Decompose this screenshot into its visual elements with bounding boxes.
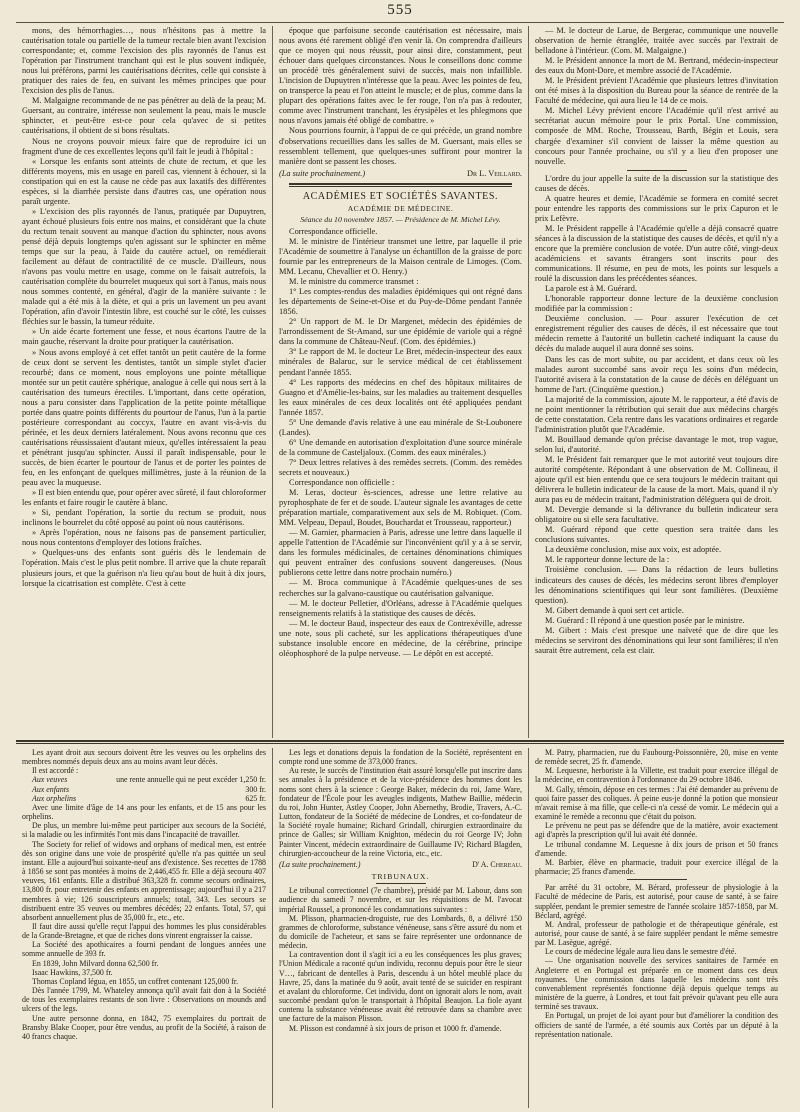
paragraph: Le tribunal condamne M. Lequesne à dix jours de prison et 50 francs d'amende.	[535, 839, 778, 858]
paragraph: 1° Les comptes-rendus des maladies épidémiques qui ont régné dans les départements de Seine-et-Oise et du Puy-de-Dôme pendant l'année 1856.	[279, 287, 522, 317]
continued-note: (La suite prochainement.)	[279, 859, 361, 869]
paragraph: M. Gibert demande à quoi sert cet article.	[545, 605, 684, 615]
allowance-row	[22, 775, 266, 784]
paragraph: » Il est bien entendu que, pour opérer avec sûreté, il faut chloroformer les enfants et faire rougir le cautère à blanc.	[22, 488, 266, 508]
tribunaux-title: TRIBUNAUX.	[371, 872, 430, 882]
paragraph: M. Plisson, pharmacien-droguiste, rue des Lombards, 8, a délivré 150 grammes de chloroforme, substance vénéneuse, sans s'être assuré du nom et du domicile de l'acheteur, et sans se faire représenter une ordonnance de médecin.	[279, 913, 522, 951]
title-rule	[376, 883, 426, 884]
allowance-label: Aux enfants	[32, 784, 70, 794]
paragraph: M. Gally, témoin, dépose en ces termes : J'ai été demander au prévenu de quoi faire passer des coliques. À peine eus-je donné la potion que monsieur m'avait remise à ma fille, que celle-ci n'a cessé de vomir. Le médecin qui a examiné le remède a reconnu que c'était du poison.	[535, 784, 778, 822]
paragraph: M. Barbier, élève en pharmacie, traduit pour exercice illégal de la pharmacie; 25 francs d'amende.	[535, 857, 778, 877]
paragraph: La deuxième conclusion, mise aux voix, est adoptée.	[545, 545, 722, 555]
author-signature: D' A. Chereau.	[472, 859, 522, 869]
paragraph: » Un aide écarte fortement une fesse, et nous écartons l'autre de la main gauche, réservant la droite pour pratiquer la cautérisation.	[22, 327, 266, 347]
paragraph: Correspondance officielle.	[289, 226, 378, 236]
section-divider	[16, 740, 784, 744]
paragraph: » Quelques-uns des enfants sont guéris dès le lendemain de l'opération. Mais c'est le plus petit nombre. Il arrive que la chute reparaît plusieurs jours, et que la guérison n'a lieu qu'au bout de huit à dix jours, lorsque la cicatrisation est complète. C'est à cette	[22, 548, 266, 588]
allowance-table	[22, 775, 266, 802]
paragraph: Correspondance non officielle :	[289, 478, 395, 488]
column-2	[272, 26, 528, 738]
paragraph: 7° Deux lettres relatives à des remèdes secrets. (Comm. des remèdes secrets et nouveaux.)	[279, 457, 522, 477]
lower-column-3	[528, 748, 784, 1108]
paragraph: Les legs et donations depuis la fondation de la Société, représentent en compte rond une somme de 373,000 francs.	[279, 748, 522, 767]
continued-note: (La suite prochainement.)	[279, 168, 366, 178]
paragraph: — Une organisation nouvelle des services sanitaires de l'armée en Angleterre et en Portugal est préparée en ce moment dans ces deux royaumes. Une commission dans laquelle les médecins sont très convenablement représentés fonctionne déjà depuis quelque temps au ministère de la guerre, à Londres, et tout fait prévoir qu'avant peu elle aura terminé ses travaux.	[535, 956, 778, 1012]
allowance-label: Aux orphelins	[32, 793, 77, 803]
lower-column-1	[16, 748, 272, 1108]
paragraph: Thomas Copland légua, en 1855, un coffret contenant 125,000 fr.	[32, 976, 239, 986]
separator-rule	[627, 879, 687, 880]
paragraph: M. le Président fait remarquer que le mot autorité veut toujours dire autorité compétente. Répondant à une observation de M. Collineau, il ajoute qu'il est bien entendu que ce sera toujours le médecin traitant qui délivrera le bulletin indicateur de la cause de la mort. Mais, quand il n'y aura pas eu de médecin traitant, l'administration déléguera qui de droit.	[535, 454, 778, 505]
lower-section	[16, 748, 784, 1108]
paragraph: — M. Broca communique à l'Académie quelques-unes de ses recherches sur la galvano-caustique ou cautérisation galvanique.	[279, 578, 522, 598]
paragraph: La contravention dont il s'agit ici a eu les conséquences les plus graves; l'Union Médicale a raconté qu'un individu, reconnu depuis pour être le sieur V…, fabricant de dentelles à Paris, descendu à un hôtel meublé place du Havre, 25, dans la matinée du 9 août, avait tenté de se suicider en respirant et avalant du chloroforme. Cet individu, dont on ignorait alors le nom, avait succombé pendant qu'on le transportait à l'hôpital Beaujon. La fiole ayant contenu la substance vénéneuse avait été retrouvée dans sa chambre avec une facture de la maison Plisson.	[279, 950, 522, 1024]
paragraph: Troisième conclusion. — Dans la rédaction de leurs bulletins indicateurs des causes de décès, les médecins seront libres d'employer les dénominations scientifiques qui leur sont familières. (Deuxième question).	[535, 565, 778, 605]
paragraph: M. Michel Lévy prévient encore l'Académie qu'il n'est arrivé au secrétariat aucun mémoire pour le prix Portal. Une commission, composée de MM. Roche, Trousseau, Barth, Bégin et Louis, sera chargée d'examiner s'il convient de laisser la même question au concours pour l'année prochaine, ou s'il y a lieu d'en proposer une nouvelle.	[535, 106, 778, 166]
paragraph: M. Plisson est condamné à six jours de prison et 1000 fr. d'amende.	[289, 1023, 502, 1033]
allowance-value: 300 fr.	[245, 784, 266, 794]
paragraph: Deuxième conclusion. — Pour assurer l'exécution de cet enregistrement régulier des causes de décès, il est nécessaire que tout médecin remette à l'autorité un bulletin cacheté indiquant la cause du décès du malade auquel il aura donné ses soins.	[535, 314, 778, 354]
paragraph: « Lorsque les enfants sont atteints de chute de rectum, et que les différents moyens, mis en usage en pareil cas, viennent à échouer, si la constipation qui en est la cause ne cède pas aux laxatifs des différentes espèces, si la diarrhée persiste dans d'autres cas, une opération nous paraît urgente.	[22, 156, 266, 206]
seance-line: Séance du 10 novembre 1857. — Présidence de M. Michel Lévy.	[300, 214, 501, 224]
paragraph: époque que parfoisune seconde cautérisation est nécessaire, mais nous avons été rarement obligé d'en venir là. On comprendra d'ailleurs que ce moyen qui nous réussit, pour ainsi dire, constamment, peut échouer dans quelques circonstances. Nous le conseillons donc comme un procédé très généralement suivi de succès, mais non infaillible. L'incision de Dupuytren n'intéresse que la peau. Avec les pointes de feu, on transperce la peau et l'on atteint le muscle; et de plus, comme dans la plupart des opérations faites avec le fer rouge, l'on n'a pas à redouter, comme avec l'instrument tranchant, les érysipèles et les phlegmons que nous n'avons jamais été obligé de combattre. »	[279, 26, 522, 126]
allowance-row	[22, 794, 266, 803]
paragraph: M. Lequesne, herboriste à la Villette, est traduit pour exercice illégal de la médecine, en contravention à l'ordonnance du 29 octobre 1846.	[535, 766, 778, 785]
allowance-value: une rente annuelle qui ne peut excéder 1,250 fr.	[116, 775, 266, 785]
paragraph: mons, des hémorrhagies…, nous n'hésitons pas à mettre la cautérisation totale ou partielle de la tumeur rectale bien avant l'excision correspondante; et, comme l'excision des plis rayonnés de l'anus est l'opération par l'instrument tranchant qui est le plus souvent indiquée, nous lui préférons, parmi les cautérisations décrites, celle qui consiste à pratiquer des raies de feu, en suivant les mêmes principes que pour l'excision des plis de l'anus.	[22, 26, 266, 96]
paragraph: » Après l'opération, nous ne faisons pas de pansement particulier, nous nous contentons d'employer des lotions fraîches.	[22, 528, 266, 548]
paragraph: 2° Un rapport de M. le Dr Margenet, médecin des épidémies de l'arrondissement de St-Amand, sur une épidémie de variole qui a régné dans la commune de Château-Neuf. (Com. des épidémies.)	[279, 317, 522, 347]
paragraph: 5° Une demande d'avis relative à une eau minérale de St-Loubonere (Landes).	[279, 417, 522, 437]
paragraph: M. Devergie demande si la délivrance du bulletin indicateur sera obligatoire ou si elle sera facultative.	[535, 505, 778, 525]
paragraph: M. Malgaigne recommande de ne pas pénétrer au delà de la peau; M. Guersant, au contraire, intéresse non seulement la peau, mais le muscle sphincter, et peut-être est-ce pour cela qu'avec de si petites cautérisations, il obtient de si bons résultats.	[22, 96, 266, 136]
paragraph: En Portugal, un projet de loi ayant pour but d'améliorer la condition des officiers de santé de l'armée, a été soumis aux Cortès par un député à la représentation nationale.	[535, 1011, 778, 1039]
paragraph: Il est accordé :	[32, 766, 79, 776]
paragraph: Les ayant droit aux secours doivent être les veuves ou les orphelins des membres nommés depuis deux ans au moins avant leur décès.	[22, 748, 266, 767]
paragraph: M. Patry, pharmacien, rue du Faubourg-Poissonnière, 20, mise en vente de remède secret, 25 fr. d'amende.	[535, 748, 778, 767]
paragraph: Par arrêté du 31 octobre, M. Bérard, professeur de physiologie à la Faculté de médecine de Paris, est autorisé, pour cause de santé, à se faire suppléer, pendant le premier semestre de l'année scolaire 1857-1858, par M. Béclard, agrégé.	[535, 883, 778, 920]
paragraph: De plus, un membre lui-même peut participer aux secours de la Société, si la maladie ou les infirmités l'ont mis dans l'incapacité de travailler.	[22, 821, 266, 840]
paragraph: » Nous avons employé à cet effet tantôt un petit cautère de la forme de ceux dont se servent les dentistes, tantôt un simple stylet d'acier recourbé; dans ce moment, nous employons une pointe métallique montée sur un petit cautère sphérique, analogue à celle qui nous sert à la cautérisation des tumeurs érectiles. L'important, dans cette opération, nous a paru consister dans l'application de la petite pointe métallique portée dans quatre points différents du pourtour de l'anus, l'un à la partie postérieure correspondant au coccyx, l'autre en avant vis-à-vis du périnée, et les deux derniers latéralement. Nous avons reconnu que ces cautérisations réussissaient d'autant mieux, qu'elles intéressaient la peau et pénétrant jusqu'au sphincter. Aussi il paraît indispensable, pour le succès, de bien écarter le pourtour de l'anus et de porter les pointes de feu, en les enfonçant de quelques millimètres, juste à la réunion de la peau avec la muqueuse.	[22, 347, 266, 488]
paragraph: Une autre personne donna, en 1842, 75 exemplaires du portrait de Bransby Blake Cooper, pour être vendus, au profit de la Société, à raison de 40 francs chaque.	[22, 1013, 266, 1041]
paragraph: M. le Président annonce la mort de M. Bertrand, médecin-inspecteur des eaux du Mont-Dore, et membre associé de l'Académie.	[535, 56, 778, 76]
paragraph: M. Leras, docteur ès-sciences, adresse une lettre relative au pyrophosphate de fer et de soude. L'auteur signale les avantages de cette préparation martiale, comparativement aux sels de M. Robiquet. (Com. MM. Velpeau, Depaul, Boudet, Bouchardat et Trousseau, rapporteur.)	[279, 488, 522, 528]
paragraph: — M. le docteur Baud, inspecteur des eaux de Contrexéville, adresse une note, sous pli cacheté, sur les applications thérapeutiques d'une substance insoluble encore en médecine, de la cérébrine, principe oléophosphoré de la pulpe nerveuse. — Le dépôt en est accepté.	[279, 618, 522, 658]
section-rule	[289, 183, 512, 187]
paragraph: M. Bouillaud demande qu'on précise davantage le mot, trop vague, selon lui, d'autorité.	[535, 434, 778, 454]
paragraph: La Société des apothicaires a fourni pendant de longues années une somme annuelle de 393 fr.	[22, 940, 266, 959]
paragraph: — M. le docteur Pelletier, d'Orléans, adresse à l'Académie quelques renseignements relatifs à la statistique des causes de décès.	[279, 598, 522, 618]
paragraph: M. Gibert : Mais c'est presque une naïveté que de dire que les médecins se serviront des dénominations qui leur sont familières; il n'en saurait être autrement, cela est clair.	[535, 625, 778, 655]
allowance-value: 625 fr.	[245, 793, 266, 803]
paragraph: Dès l'année 1799, M. Whateley annonça qu'il avait fait don à la Société de tous les exemplaires restants de son livre : Observations on mounds and ulcers of the legs.	[22, 986, 266, 1014]
allowance-label: Aux veuves	[32, 775, 68, 785]
allowance-row	[22, 785, 266, 794]
paragraph: M. le Président rappelle à l'Académie qu'elle a déjà consacré quatre séances à la discussion de la statistique des causes de décès, et qu'il n'y a encore que la première conclusion de votée. D'un autre côté, vingt-deux académiciens et savants étrangers sont inscrits pour des communications. Il résume, en peu de mots, les points sur lesquels a roulé la discussion dans les précédentes séances.	[535, 223, 778, 284]
paragraph: — M. Garnier, pharmacien à Paris, adresse une lettre dans laquelle il appelle l'attention de l'Académie sur l'inconvénient qu'il y a à se servir, dans les formules médicinales, de certaines dénominations chimiques qui peuvent entraîner des confusions souvent dangereuses. (Nous publierons cette lettre dans notre prochain numéro.)	[279, 528, 522, 578]
paragraph: Nous pourrions fournir, à l'appui de ce qui précède, un grand nombre d'observations recueillies dans les salles de M. Guersant, mais elles se ressemblent tellement, que quelques-unes suffiront pour montrer la manière dont se passent les choses.	[279, 126, 522, 166]
paragraph: La majorité de la commission, ajoute M. le rapporteur, a été d'avis de ne point mentionner la rétribution qui serait due aux médecins chargés de cette constatation. Cela rentre dans les vacations ordinaires et regarde l'administration plutôt que l'Académie.	[535, 394, 778, 434]
section-title: ACADÉMIES ET SOCIÉTÉS SAVANTES.	[302, 190, 499, 202]
paragraph: M. le Président prévient l'Académie que plusieurs lettres d'invitation ont été mises à la disposition du Bureau pour la séance de rentrée de la Faculté de médecine, qui aura lieu le 14 de ce mois.	[535, 76, 778, 106]
paragraph: 6° Une demande en autorisation d'exploitation d'une source minérale de la commune de Casteljaloux. (Comm. des eaux minérales.)	[279, 437, 522, 457]
lower-column-2	[272, 748, 528, 1108]
paragraph: M. le ministre de l'intérieur transmet une lettre, par laquelle il prie l'Académie de soumettre à l'analyse un échantillon de la graisse de porc fournie par les entrepreneurs de la Maison centrale de Limoges. (Com. MM. Lecanu, Chevallier et O. Henry.)	[279, 236, 522, 277]
paragraph: M. le rapporteur donne lecture de la :	[545, 555, 670, 565]
signature-line	[279, 169, 522, 179]
page-number: 555	[387, 2, 413, 18]
paragraph: Le cours de médecine légale aura lieu dans le semestre d'été.	[545, 947, 737, 957]
paragraph: Le tribunal correctionnel (7e chambre), présidé par M. Labour, dans son audience du samedi 7 novembre, et sur les réquisitions de M. l'avocat impérial Roussel, a prononcé les condamnations suivantes :	[279, 886, 522, 914]
paragraph: M. Guérard : Il répond à une question posée par le ministre.	[545, 615, 745, 625]
author-signature: Dr L. Veillard.	[466, 168, 522, 178]
paragraph: » Si, pendant l'opération, la sortie du rectum se produit, nous inclinons le bourrelet du côté opposé au point où nous cautérisons.	[22, 508, 266, 528]
paragraph: M. Andral, professeur de pathologie et de thérapeutique générale, est autorisé, pour cause de santé, à se faire suppléer pendant le même semestre par M. Lasègue, agrégé.	[535, 919, 778, 948]
paragraph: Dans les cas de mort subite, ou par accident, et dans ceux où les malades auront succombé sans avoir reçu les soins d'un médecin, l'autorité avisera à la constatation de la cause de décès en déléguant un homme de l'art. (Cinquième question.)	[535, 354, 778, 394]
paragraph: Isaac Hawkins, 37,500 fr.	[32, 967, 113, 977]
paragraph: 3° Le rapport de M. le docteur Le Bret, médecin-inspecteur des eaux minérales de Balaruc, sur le service médical de cet établissement pendant l'année 1855.	[279, 347, 522, 377]
signature-line	[279, 860, 522, 869]
paragraph: L'honorable rapporteur donne lecture de la deuxième conclusion modifiée par la commission :	[535, 294, 778, 314]
column-3	[528, 26, 784, 738]
top-rule	[16, 22, 784, 23]
subsection-title: ACADÉMIE DE MÉDECINE.	[347, 203, 454, 213]
paragraph: En 1839, John Milvard donna 62,500 fr.	[32, 958, 159, 968]
paragraph: — M. le docteur de Larue, de Bergerac, communique une nouvelle observation de hernie étranglée, traitée avec succès par l'extrait de belladone à l'intérieur. (Com. M. Malgaigne.)	[535, 26, 778, 56]
paragraph: 4° Les rapports des médecins en chef des hôpitaux militaires de Guagno et d'Amélie-les-bains, sur les maladies au traitement desquelles les eaux minérales de ces deux localités ont été appliquées pendant l'année 1857.	[279, 377, 522, 417]
paragraph: Le prévenu ne peut pas se défendre que de la matière, avoir exactement agi d'après la prescription qu'il lui avait été donnée.	[535, 821, 778, 840]
paragraph: L'ordre du jour appelle la suite de la discussion sur la statistique des causes de décès.	[535, 173, 778, 193]
paragraph: Au reste, le succès de l'institution était assuré lorsqu'elle put inscrire dans ses annales à la présidence et de la vice-présidence des hommes dont les noms sont chers à la science : George Baker, médecin du roi, Jame Ware, fondateur de l'École pour les aveugles indigents, Mathew Baillie, médecin du roi, John Hunter, Astley Cooper, John Abernethy, Brodie, Travers, A.-C. Lutton, fondateur de la Société de médecine de Londres, et co-fondateur de la Société royale humaine; Richard Grindall, chirurgien extraordinaire du prince de Galles; sir William Knighton, médecin du roi George IV; John Painter Vincent, médecin extraordinaire de Guillaume IV; Richard Blagden, chirurgien-accoucheur de la reine Victoria, etc., etc.	[279, 766, 522, 858]
column-1	[16, 26, 272, 738]
paragraph: The Society for relief of widows and orphans of medical men, est entrée dès son origine dans une voie de prospérité qu'elle n'a pas quittée un seul instant. Elle a aujourd'hui soixante-neuf ans d'existence. Ses recettes de 1788 à 1856 se sont pas montées à moins de 2,446,455 fr. Elle a déjà secouru 407 veuves, 161 enfants. Elle a distribué 363,328 fr. comme secours ordinaires, 13,800 fr. pour entretenir des enfants en apprentissage; aujourd'hui il y a 217 membres à vie; 126 souscripteurs annuels; total, 343. Les secours se distribuent entre 35 veuves ou membres décédés; 22 enfants. Total, 57, qui absorbent annuellement plus de 35,000 fr., etc., etc.	[22, 839, 266, 922]
paragraph: La parole est à M. Guérard.	[545, 284, 637, 294]
separator-rule	[627, 170, 687, 171]
paragraph: M. Guérard répond que cette question sera traitée dans les conclusions suivantes.	[535, 525, 778, 545]
paragraph: Nous ne croyons pouvoir mieux faire que de reproduire ici un fragment d'une de ces excellentes leçons qu'il fait le jeudi à l'hôpital :	[22, 136, 266, 156]
paragraph: M. le ministre du commerce transmet :	[289, 277, 419, 287]
paragraph: Avec une limite d'âge de 14 ans pour les enfants, et de 15 ans pour les orphelins.	[22, 802, 266, 822]
paragraph: A quatre heures et demie, l'Académie se formera en comité secret pour entendre les rapports des commissions sur le prix Capuron et le prix Lefèvre.	[535, 193, 778, 223]
paragraph: » L'excision des plis rayonnés de l'anus, pratiquée par Dupuytren, ayant échoué plusieurs fois entre nos mains, et considérant que la chute du rectum tenait souvent au manque d'action du sphincter, nous avons pensé déjà depuis longtemps qu'en agissant sur le sphincter en même temps que sur la peau, à l'aide du cautère actuel, on remédierait facilement au défaut de contractilité de ce muscle. D'ailleurs, nous n'avons pas voulu mettre en usage, comme on le faisait autrefois, la cautérisation complète du bourrelet muqueux qui sort à l'anus, mais nous nous sommes contenté, en général, d'agir de la manière suivante : le malade qui a été mis à la diète, et qui a pris un lavement un peu avant l'opération, afin d'avoir l'intestin libre, est couché sur le côté, les cuisses fléchies sur le bassin, la tumeur réduite.	[22, 206, 266, 327]
upper-section	[16, 26, 784, 738]
paragraph: Il faut dire aussi qu'elle reçut l'appui des hommes les plus considérables de la Grande-Bretagne, et que de riches dons vinrent engraisser la caisse.	[22, 921, 266, 941]
